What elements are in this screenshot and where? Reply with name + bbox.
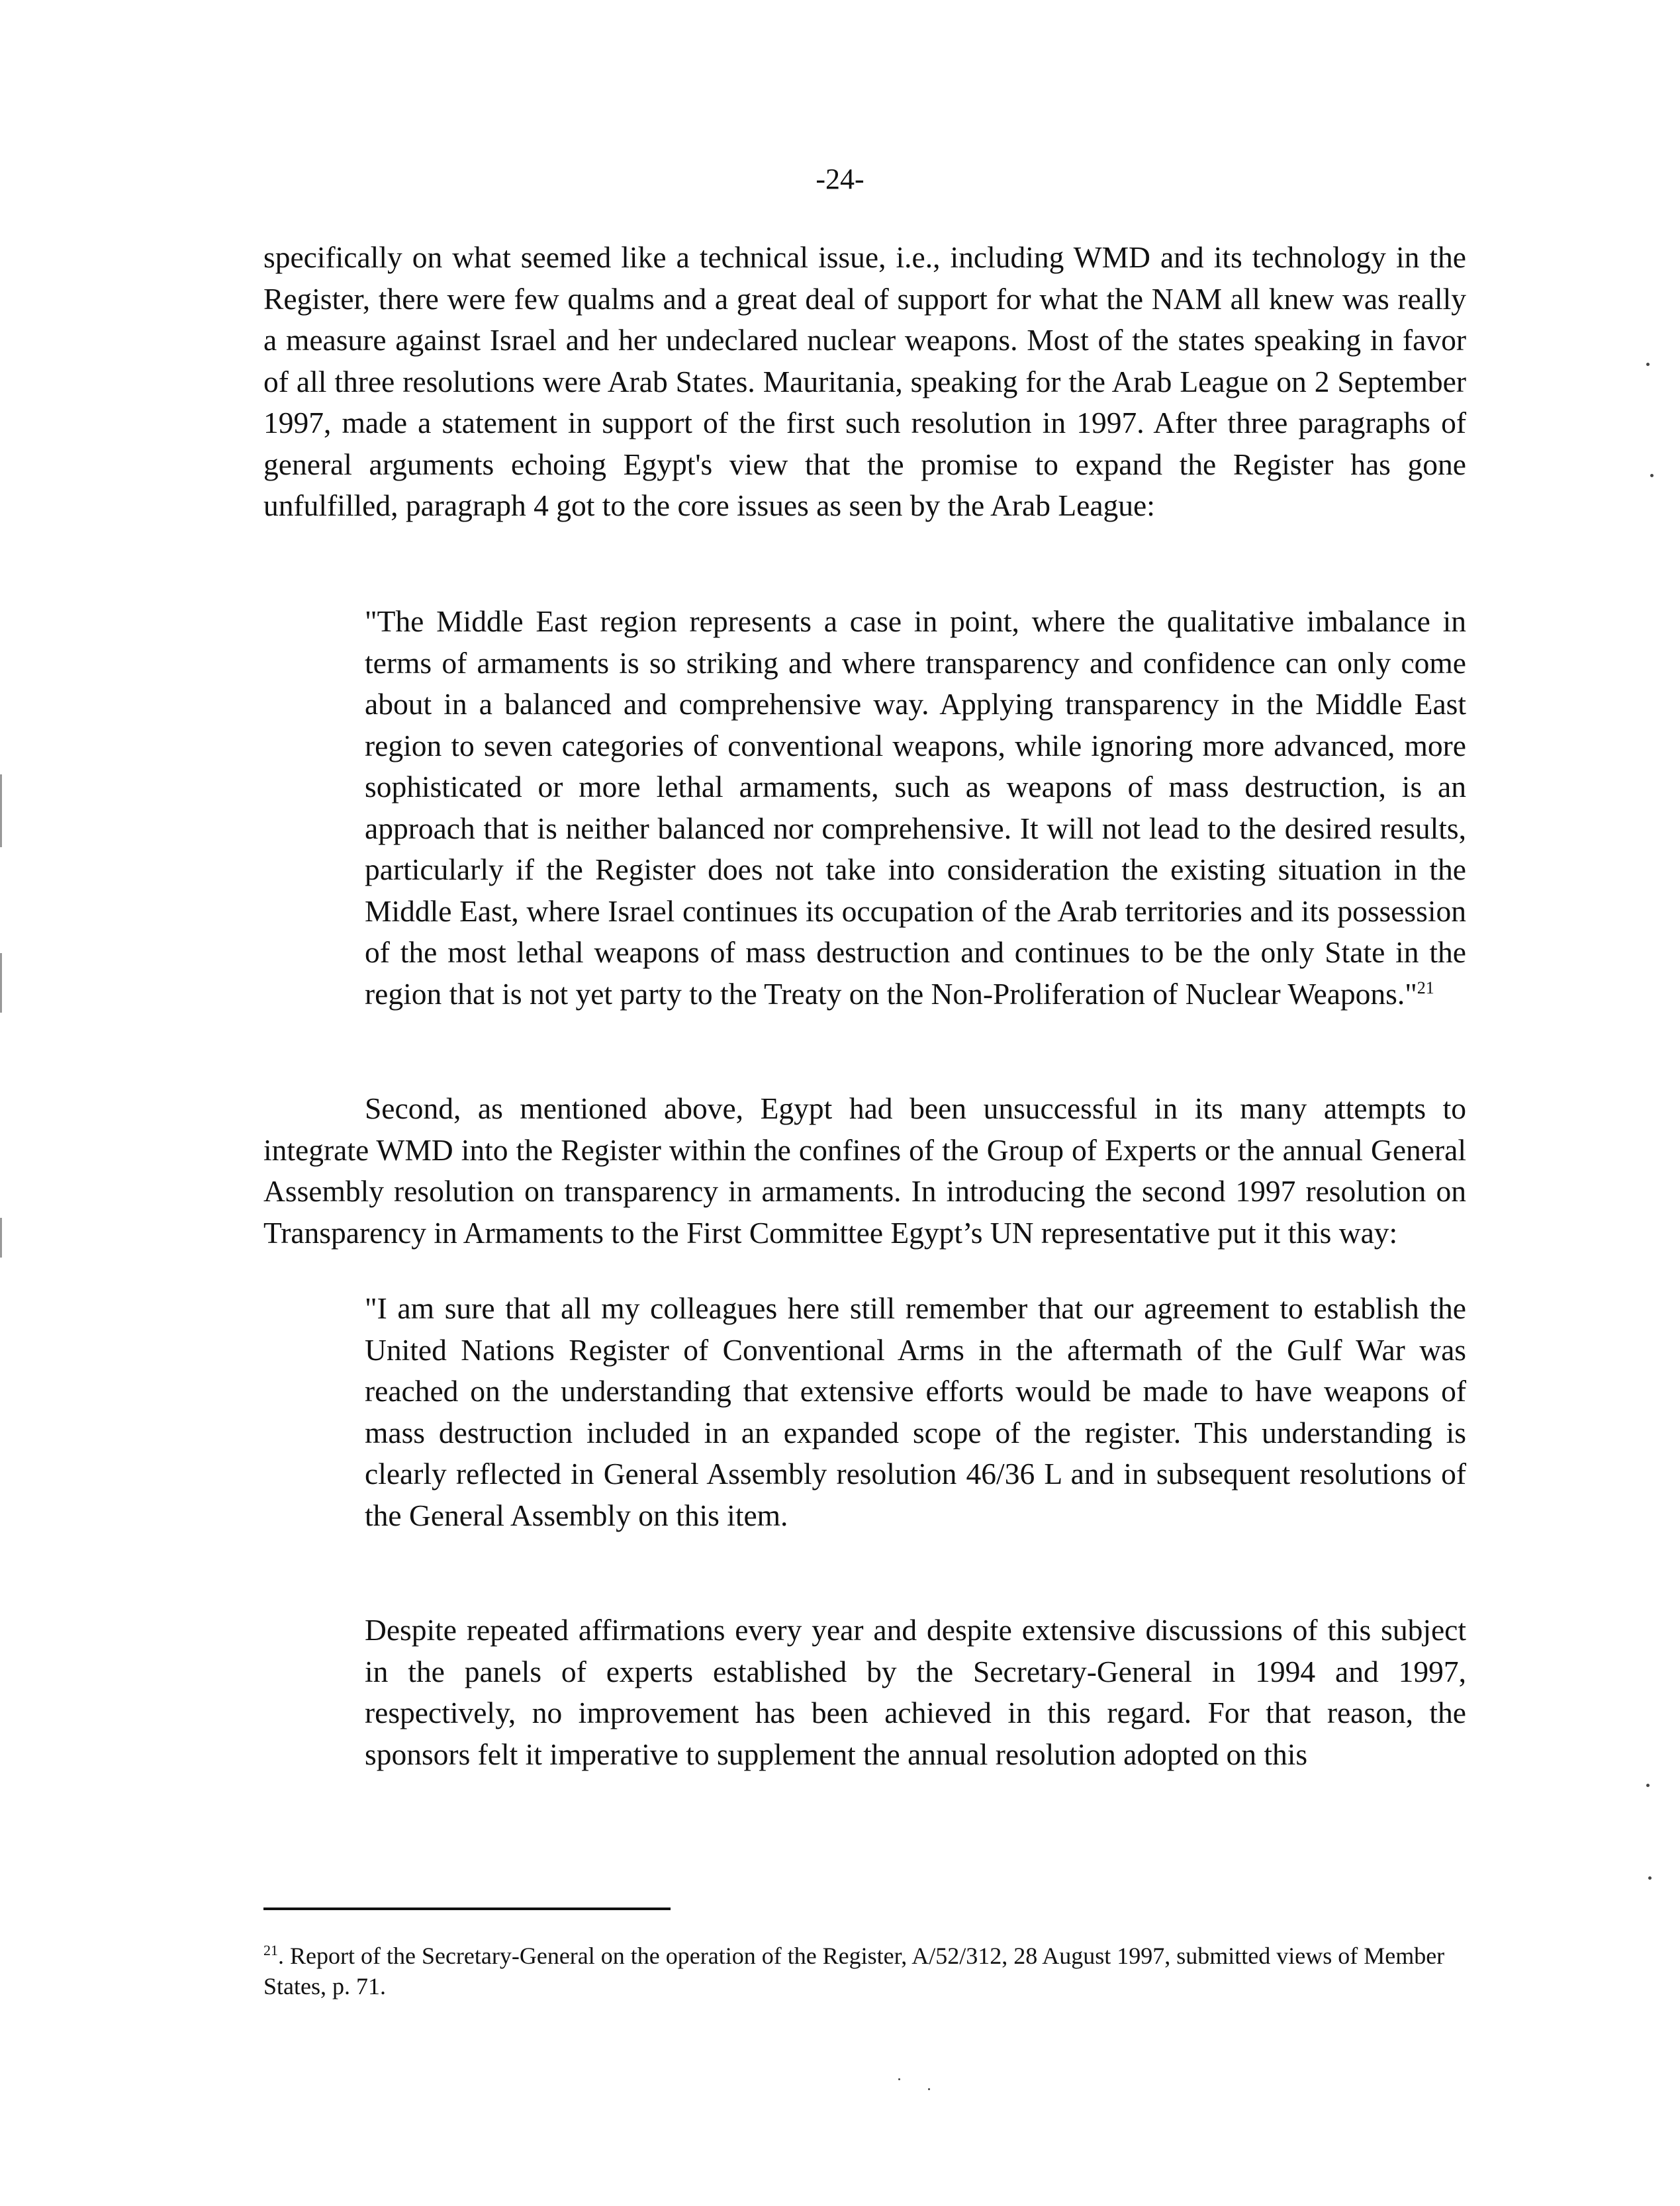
footnote — [263, 1941, 1466, 2001]
block-quote-2: "I am sure that all my colleagues here still remember that our agreement to establish the United Nations Register of Conventional Arms in the aftermath of the Gulf War was reached on the understanding that extensive efforts would be made to have weapons of mass destruction included in an expanded scope of the register. This understanding is clearly reflected in General Assembly resolution 46/36 L and in subsequent resolutions of the General Assembly on this item. — [365, 1291, 1466, 1532]
footnote-reference: 21 — [1417, 978, 1434, 997]
scan-speck — [1650, 474, 1654, 477]
block-quote-1-text: "The Middle East region represents a case in point, where the qualitative imbalance in terms of armaments is so striking and where transparency and confidence can only come about in a balanced and comprehensive way. Applying transparency in the Middle East region to seven categories of conventional weapons, while ignoring more advanced, more sophisticated or more lethal armaments, such as weapons of mass destruction, is an approach that is neither balanced nor comprehensive. It will not lead to the desired results, particularly if the Register does not take into consideration the existing situation in the Middle East, where Israel continues its occupation of the Arab territories and its possession of the most lethal weapons of mass destruction and continues to be the only State in the region that is not yet party to the Treaty on the Non-Proliferation of Nuclear Weapons." — [365, 604, 1466, 1011]
block-quote-3: Despite repeated affirmations every year and despite extensive discussions of this subject in the panels of experts established by the Secretary-General in 1994 and 1997, respectively, no improvement has been achieved in this regard. For that reason, the sponsors felt it imperative to supplement the annual resolution adopted on this — [365, 1613, 1466, 1771]
footnote-divider — [263, 1907, 671, 1910]
scan-speck — [1646, 1784, 1650, 1787]
body-paragraph-1: specifically on what seemed like a technical issue, i.e., including WMD and its technology in the Register, there were few qualms and a great deal of support for what the NAM all knew was really a measure against Israel and her undeclared nuclear weapons. Most of the states speaking in favor of all three resolutions were Arab States. Mauritania, speaking for the Arab League on 2 September 1997, made a statement in support of the first such resolution in 1997. After three paragraphs of general arguments echoing Egypt's view that the promise to expand the Register has gone unfulfilled, paragraph 4 got to the core issues as seen by the Arab League: — [263, 240, 1466, 522]
scan-speck — [1646, 363, 1650, 366]
scan-speck — [898, 2078, 900, 2080]
scan-edge-mark — [0, 953, 2, 1013]
block-quote-1 — [365, 601, 1466, 1015]
scan-edge-mark — [0, 1218, 2, 1258]
footnote-text: . Report of the Secretary-General on the operation of the Register, A/52/312, 28 August 1997, submitted views of Member States, p. 71. — [263, 1943, 1445, 1999]
footnote-marker: 21 — [263, 1942, 278, 1958]
scan-edge-mark — [0, 774, 2, 847]
page-number: -24- — [816, 163, 864, 195]
scan-speck — [1648, 1876, 1652, 1880]
scan-speck — [928, 2088, 930, 2090]
body-paragraph-2: Second, as mentioned above, Egypt had been unsuccessful in its many attempts to integrate WMD into the Register within the confines of the Group of Experts or the annual General Assembly resolution on transparency in armaments. In introducing the second 1997 resolution on Transparency in Armaments to the First Committee Egypt’s UN representative put it this way: — [263, 1091, 1466, 1250]
